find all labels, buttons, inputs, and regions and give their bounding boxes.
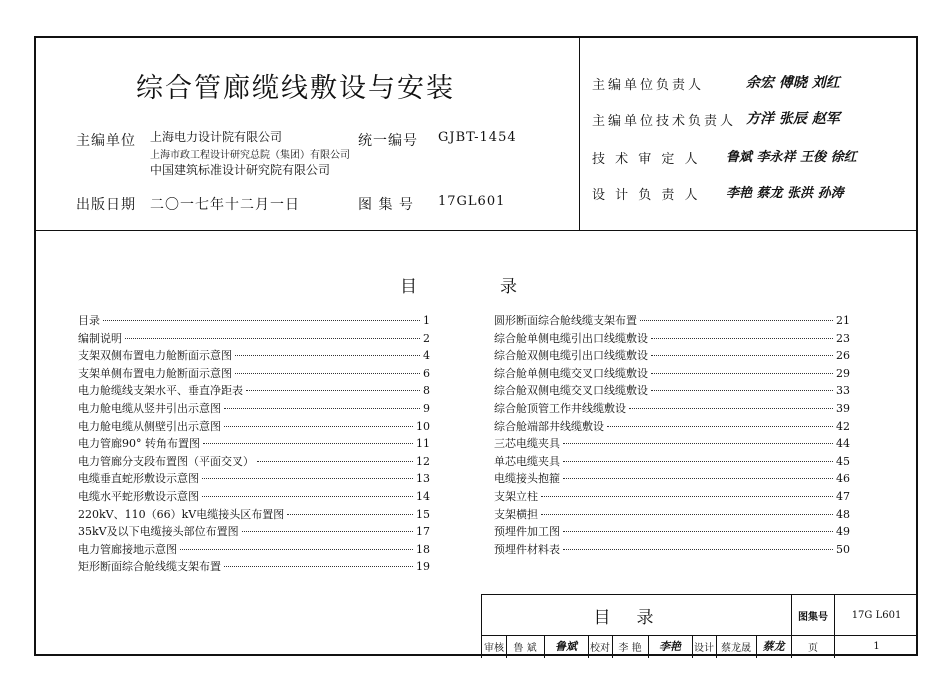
toc-entry-page: 44 <box>836 437 850 451</box>
toc-entry-title: 220kV、110（66）kV电缆接头区布置图 <box>78 507 285 521</box>
toc-entry-title: 电力舱缆线支架水平、垂直净距表 <box>78 384 243 398</box>
toc-entry-title: 三芯电缆夹具 <box>494 437 560 451</box>
signature-2: 方洋 张辰 赵军 <box>746 111 840 127</box>
toc-entry[interactable] <box>494 435 850 453</box>
toc-entry-title: 预埋件材料表 <box>494 542 560 556</box>
toc-entry-page: 49 <box>836 525 850 539</box>
toc-entry[interactable] <box>78 400 430 418</box>
toc-entry[interactable] <box>494 523 850 541</box>
toc-entry-page: 11 <box>416 437 430 451</box>
toc-leader-dots <box>180 549 413 550</box>
toc-entry-page: 10 <box>416 419 430 433</box>
toc-leader-dots <box>202 496 413 497</box>
header-divider <box>36 230 916 231</box>
drawing-frame <box>34 36 918 656</box>
toc-leader-dots <box>651 373 833 374</box>
header-vertical-divider <box>579 38 580 230</box>
signature-3: 鲁斌 李永祥 王俊 徐红 <box>726 150 857 165</box>
toc-entry-page: 48 <box>836 507 850 521</box>
toc-entry-title: 支架立柱 <box>494 490 538 503</box>
title-block-atlas-value: 17G L601 <box>851 609 902 621</box>
toc-entry[interactable] <box>494 453 850 471</box>
toc-entry-page: 42 <box>836 419 850 433</box>
toc-entry-page: 8 <box>423 384 430 398</box>
toc-leader-dots <box>224 426 413 427</box>
toc-heading-left: 目 <box>400 277 417 297</box>
toc-leader-dots <box>203 443 413 444</box>
toc-entry-title: 电力管廊分支段布置图（平面交叉） <box>78 454 254 468</box>
toc-entry-title: 电力舱电缆从竖井引出示意图 <box>78 402 221 415</box>
toc-leader-dots <box>563 443 833 444</box>
toc-entry-page: 6 <box>423 366 430 380</box>
editor-org-3: 中国建筑标准设计研究院有限公司 <box>150 163 331 177</box>
toc-leader-dots <box>563 531 833 532</box>
toc-entry[interactable] <box>78 506 430 524</box>
toc-entry[interactable] <box>494 506 850 524</box>
toc-entry-title: 电力管廊接地示意图 <box>78 542 177 556</box>
toc-entry-page: 12 <box>416 454 430 468</box>
toc-entry-page: 1 <box>423 314 430 327</box>
toc-entry-page: 14 <box>416 490 430 503</box>
toc-leader-dots <box>235 355 420 356</box>
atlas-label: 图 集 号 <box>358 197 414 213</box>
signoff-row-1 <box>592 74 704 93</box>
code-label: 统一编号 <box>358 133 418 149</box>
toc-leader-dots <box>246 390 420 391</box>
toc-entry[interactable] <box>78 523 430 541</box>
toc-leader-dots <box>224 408 420 409</box>
toc-entry-title: 目录 <box>78 314 100 327</box>
toc-leader-dots <box>202 478 413 479</box>
toc-entry-page: 29 <box>836 366 850 380</box>
toc-entry-title: 预埋件加工图 <box>494 525 560 539</box>
check-label: 校对 <box>590 642 610 654</box>
title-block-title: 目录 <box>593 607 680 628</box>
toc-leader-dots <box>541 514 833 515</box>
toc-leader-dots <box>257 461 413 462</box>
toc-entry[interactable] <box>494 418 850 436</box>
toc-entry-title: 矩形断面综合舱线缆支架布置 <box>78 560 221 574</box>
toc-leader-dots <box>629 408 833 409</box>
title-block-atlas-label: 图集号 <box>798 611 828 623</box>
toc-entry-title: 综合舱双侧电缆引出口线缆敷设 <box>494 349 648 363</box>
toc-entry[interactable] <box>78 347 430 365</box>
toc-entry-page: 33 <box>836 384 850 398</box>
toc-leader-dots <box>125 338 420 339</box>
toc-entry-title: 电力管廊90° 转角布置图 <box>78 437 200 451</box>
toc-entry[interactable] <box>78 330 430 348</box>
signoff-row-3 <box>592 148 701 167</box>
toc-leader-dots <box>640 320 833 321</box>
review-label: 审核 <box>484 642 504 654</box>
toc-entry-title: 综合舱顶管工作井线缆敷设 <box>494 402 626 415</box>
toc-entry[interactable] <box>78 488 430 506</box>
toc-entry-page: 17 <box>416 525 430 539</box>
toc-leader-dots <box>242 531 413 532</box>
toc-leader-dots <box>287 514 413 515</box>
toc-entry-page: 39 <box>836 402 850 415</box>
review-signature: 鲁斌 <box>555 640 577 653</box>
editor-org-1: 上海电力设计院有限公司 <box>150 130 283 144</box>
toc-entry-page: 18 <box>416 542 430 556</box>
toc-entry-page: 13 <box>416 472 430 486</box>
date-label: 出版日期 <box>76 197 136 213</box>
toc-leader-dots <box>103 320 420 321</box>
toc-entry[interactable] <box>78 541 430 559</box>
toc-entry-title: 综合舱单侧电缆交叉口线缆敷设 <box>494 366 648 380</box>
signoff-role: 主编单位技术负责人 <box>592 114 737 129</box>
toc-entry-title: 支架单侧布置电力舱断面示意图 <box>78 366 232 380</box>
signoff-row-2 <box>592 110 736 129</box>
toc-entry-title: 电缆接头抱箍 <box>494 472 560 486</box>
toc-leader-dots <box>563 549 833 550</box>
toc-entry[interactable] <box>494 347 850 365</box>
toc-entry[interactable] <box>494 488 850 506</box>
toc-entry-page: 19 <box>416 560 430 574</box>
atlas-value: 17GL601 <box>438 194 506 209</box>
title-block-page-label: 页 <box>808 642 818 654</box>
signoff-row-4 <box>592 184 701 203</box>
toc-entry-page: 45 <box>836 454 850 468</box>
check-name: 李 艳 <box>618 642 642 654</box>
toc-leader-dots <box>651 390 833 391</box>
toc-entry[interactable] <box>78 435 430 453</box>
toc-entry[interactable] <box>78 453 430 471</box>
toc-entry-page: 2 <box>423 331 430 345</box>
toc-leader-dots <box>651 355 833 356</box>
toc-entry[interactable] <box>494 382 850 400</box>
toc-entry-page: 15 <box>416 507 430 521</box>
toc-entry[interactable] <box>78 558 430 576</box>
toc-entry[interactable] <box>494 312 850 330</box>
signoff-role: 设 计 负 责 人 <box>592 188 701 203</box>
toc-entry-title: 单芯电缆夹具 <box>494 454 560 468</box>
toc-entry-title: 支架横担 <box>494 507 538 521</box>
toc-entry-title: 电缆垂直蛇形敷设示意图 <box>78 472 199 486</box>
toc-entry[interactable] <box>78 365 430 383</box>
toc-leader-dots <box>563 478 833 479</box>
toc-entry-title: 综合舱端部井线缆敷设 <box>494 419 604 433</box>
design-name: 蔡龙晟 <box>721 642 751 654</box>
code-value: GJBT-1454 <box>438 130 517 145</box>
toc-entry[interactable] <box>78 312 430 330</box>
toc-entry-title: 综合舱双侧电缆交叉口线缆敷设 <box>494 384 648 398</box>
title-block-page-value: 1 <box>873 640 880 652</box>
toc-entry-page: 50 <box>836 542 850 556</box>
design-label: 设计 <box>694 642 714 654</box>
toc-entry-page: 4 <box>423 349 430 363</box>
signature-1: 余宏 傅晓 刘红 <box>746 75 840 91</box>
toc-entry[interactable] <box>78 382 430 400</box>
toc-leader-dots <box>651 338 833 339</box>
editor-label: 主编单位 <box>76 133 136 149</box>
toc-entry[interactable] <box>494 365 850 383</box>
toc-entry-title: 编制说明 <box>78 331 122 345</box>
toc-entry-page: 9 <box>423 402 430 415</box>
toc-entry-page: 46 <box>836 472 850 486</box>
toc-entry[interactable] <box>78 418 430 436</box>
toc-entry-page: 21 <box>836 314 850 327</box>
signature-4: 李艳 蔡龙 张洪 孙涛 <box>726 186 844 201</box>
toc-heading-right: 录 <box>500 277 517 297</box>
toc-entry[interactable] <box>494 470 850 488</box>
toc-entry[interactable] <box>494 330 850 348</box>
review-name: 鲁 斌 <box>513 642 537 654</box>
toc-entry-title: 电力舱电缆从侧壁引出示意图 <box>78 419 221 433</box>
toc-entry-title: 综合舱单侧电缆引出口线缆敷设 <box>494 331 648 345</box>
toc-leader-dots <box>224 566 413 567</box>
toc-entry[interactable] <box>78 470 430 488</box>
toc-entry-title: 圆形断面综合舱线缆支架布置 <box>494 314 637 327</box>
editor-org-2: 上海市政工程设计研究总院（集团）有限公司 <box>150 150 350 161</box>
toc-entry-page: 47 <box>836 490 850 503</box>
toc-entry-title: 电缆水平蛇形敷设示意图 <box>78 490 199 503</box>
toc-entry-page: 26 <box>836 349 850 363</box>
toc-entry-title: 支架双侧布置电力舱断面示意图 <box>78 349 232 363</box>
design-signature: 蔡龙 <box>762 640 785 653</box>
signoff-role: 主编单位负责人 <box>592 78 705 93</box>
toc-entry[interactable] <box>494 541 850 559</box>
atlas-title: 综合管廊缆线敷设与安装 <box>136 73 455 104</box>
toc-entry-page: 23 <box>836 331 850 345</box>
date-value: 二〇一七年十二月一日 <box>150 197 300 213</box>
signoff-role: 技 术 审 定 人 <box>592 152 701 167</box>
toc-leader-dots <box>607 426 833 427</box>
toc-leader-dots <box>563 461 833 462</box>
toc-leader-dots <box>235 373 420 374</box>
toc-leader-dots <box>541 496 833 497</box>
toc-entry[interactable] <box>494 400 850 418</box>
toc-entry-title: 35kV及以下电缆接头部位布置图 <box>78 525 239 539</box>
check-signature: 李艳 <box>659 640 681 653</box>
